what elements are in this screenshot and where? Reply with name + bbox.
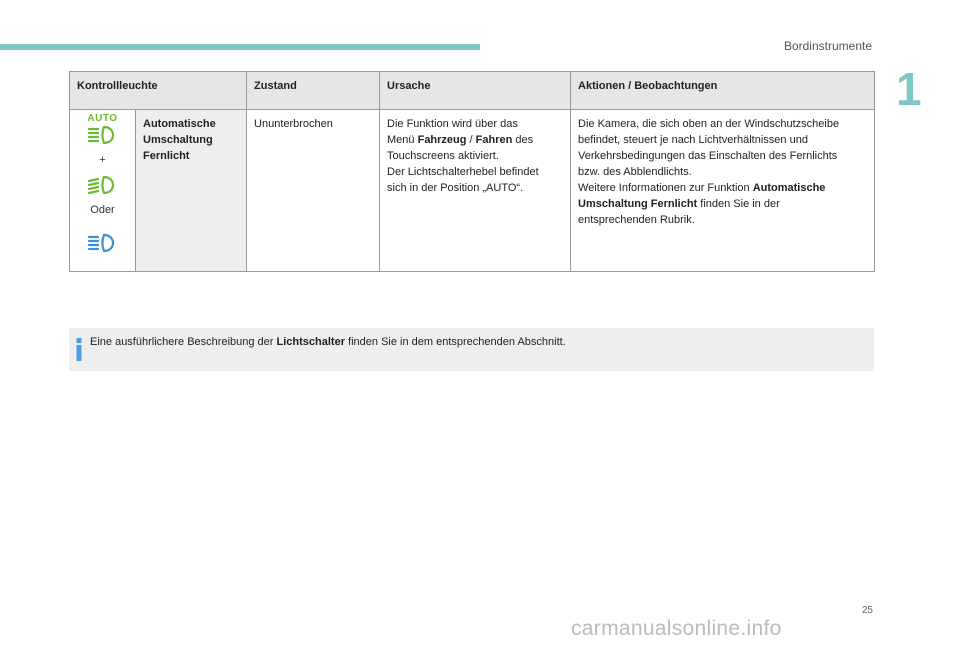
- actions-line: Die Kamera, die sich oben an der Windschutzscheibe: [578, 118, 840, 130]
- col-header-cause: Ursache: [380, 72, 571, 110]
- function-name: Automatische: [752, 182, 826, 194]
- state-line: Automatische: [143, 118, 216, 130]
- function-name: Umschaltung Fernlicht: [578, 198, 698, 210]
- status-cell: Ununterbrochen: [247, 110, 380, 272]
- cause-line: sich in der Position „AUTO“.: [387, 182, 524, 194]
- actions-text: finden Sie in der: [697, 198, 780, 210]
- state-line: Umschaltung: [143, 134, 213, 146]
- info-link-term: Lichtschalter: [276, 336, 345, 348]
- cause-text: /: [466, 134, 476, 146]
- actions-cell: [571, 110, 875, 272]
- col-header-actions: Aktionen / Beobachtungen: [571, 72, 875, 110]
- actions-line: Verkehrsbedingungen das Einschalten des Fernlichts: [578, 150, 838, 162]
- high-beam-green-icon: [86, 124, 120, 146]
- high-beam-green-icon: [86, 174, 120, 196]
- actions-line: befindet, steuert je nach Lichtverhältnissen und: [578, 134, 808, 146]
- header-accent-bar: [0, 44, 480, 50]
- chapter-number: 1: [896, 63, 922, 115]
- cause-line: Touchscreens aktiviert.: [387, 150, 499, 162]
- lamp-cell: [70, 110, 136, 272]
- plus-sign: +: [99, 154, 106, 166]
- col-header-state: Zustand: [247, 72, 380, 110]
- info-text-part: finden Sie in dem entsprechenden Abschnitt.: [344, 336, 566, 348]
- cause-line: Der Lichtschalterhebel befindet: [387, 166, 539, 178]
- col-header-lamp: Kontrollleuchte: [70, 72, 247, 110]
- state-line: Fernlicht: [143, 150, 190, 162]
- info-text-part: Eine ausführlichere Beschreibung der: [90, 336, 277, 348]
- actions-text: Weitere Informationen zur Funktion: [578, 182, 753, 194]
- state-cell: [136, 110, 247, 272]
- info-icon: [76, 338, 82, 361]
- high-beam-blue-icon: [86, 232, 120, 254]
- watermark: carmanualsonline.info: [571, 617, 782, 640]
- cause-text: Menü: [387, 134, 418, 146]
- cause-line: Die Funktion wird über das: [387, 118, 518, 130]
- cause-text: des: [512, 134, 534, 146]
- menu-driving: Fahren: [475, 134, 513, 146]
- or-label: Oder: [90, 204, 115, 216]
- table-header-row: [70, 72, 875, 110]
- info-text: [90, 336, 566, 348]
- info-box: [69, 328, 874, 371]
- warning-lamp-table: [69, 71, 875, 272]
- section-title: Bordinstrumente: [783, 39, 872, 53]
- actions-line: entsprechenden Rubrik.: [578, 214, 695, 226]
- actions-line: bzw. des Abblendlichts.: [578, 166, 692, 178]
- table-row: [70, 110, 875, 272]
- auto-label: AUTO: [87, 113, 118, 124]
- menu-vehicle: Fahrzeug: [417, 134, 467, 146]
- cause-cell: [380, 110, 571, 272]
- page-number: 25: [861, 605, 873, 616]
